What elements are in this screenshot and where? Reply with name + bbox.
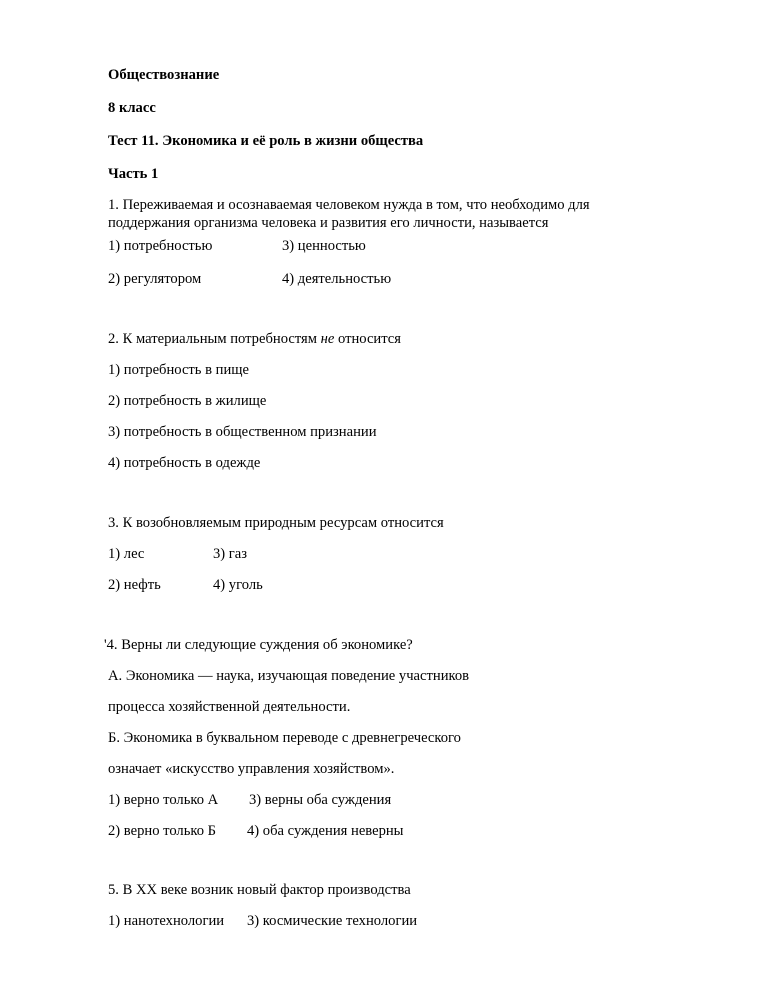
q1-option-1: 1) потребностью bbox=[108, 238, 213, 254]
q2-stem-post: относится bbox=[334, 331, 401, 347]
q4-stem: '4. Верны ли следующие суждения об экономике? bbox=[104, 637, 413, 653]
q4-option-1: 1) верно только А bbox=[108, 792, 219, 808]
q4-statement-b-line1: Б. Экономика в буквальном переводе с древнегреческого bbox=[108, 730, 461, 746]
part-heading: Часть 1 bbox=[108, 166, 159, 182]
test-title: Тест 11. Экономика и её роль в жизни общества bbox=[108, 133, 424, 149]
q2-option-4: 4) потребность в одежде bbox=[108, 455, 261, 471]
q3-option-1: 1) лес bbox=[108, 546, 145, 562]
q5-option-1: 1) нанотехнологии bbox=[108, 913, 225, 929]
subject-heading: Обществознание bbox=[108, 67, 220, 83]
q3-option-3: 3) газ bbox=[213, 546, 248, 562]
q1-stem-line1: 1. Переживаемая и осознаваемая человеком нужда в том, что необходимо для bbox=[108, 197, 590, 213]
q2-option-3: 3) потребность в общественном признании bbox=[108, 424, 377, 440]
q4-option-2: 2) верно только Б bbox=[108, 823, 217, 839]
q5-stem: 5. В XX веке возник новый фактор производства bbox=[108, 882, 411, 898]
q2-stem-pre: 2. К материальным потребностям bbox=[108, 331, 321, 347]
q2-option-1: 1) потребность в пище bbox=[108, 362, 249, 378]
q4-option-3: 3) верны оба суждения bbox=[249, 792, 392, 808]
q3-option-2: 2) нефть bbox=[108, 577, 161, 593]
q1-option-4: 4) деятельностью bbox=[282, 271, 392, 287]
q4-option-4: 4) оба суждения неверны bbox=[247, 823, 404, 839]
q4-statement-b-line2: означает «искусство управления хозяйством». bbox=[108, 761, 395, 777]
q2-stem-emphasis: не bbox=[320, 331, 335, 347]
q4-statement-a-line1: А. Экономика — наука, изучающая поведение участников bbox=[108, 668, 470, 684]
q4-statement-a-line2: процесса хозяйственной деятельности. bbox=[108, 699, 351, 715]
q3-stem: 3. К возобновляемым природным ресурсам относится bbox=[108, 515, 444, 531]
q1-option-3: 3) ценностью bbox=[282, 238, 366, 254]
q2-option-2: 2) потребность в жилище bbox=[108, 393, 267, 409]
q1-stem-line2: поддержания организма человека и развития его личности, называется bbox=[108, 215, 549, 231]
q3-option-4: 4) уголь bbox=[213, 577, 263, 593]
grade-heading: 8 класс bbox=[108, 100, 156, 116]
q5-option-3: 3) космические технологии bbox=[247, 913, 418, 929]
q1-option-2: 2) регулятором bbox=[108, 271, 202, 287]
q2-stem bbox=[108, 330, 401, 348]
